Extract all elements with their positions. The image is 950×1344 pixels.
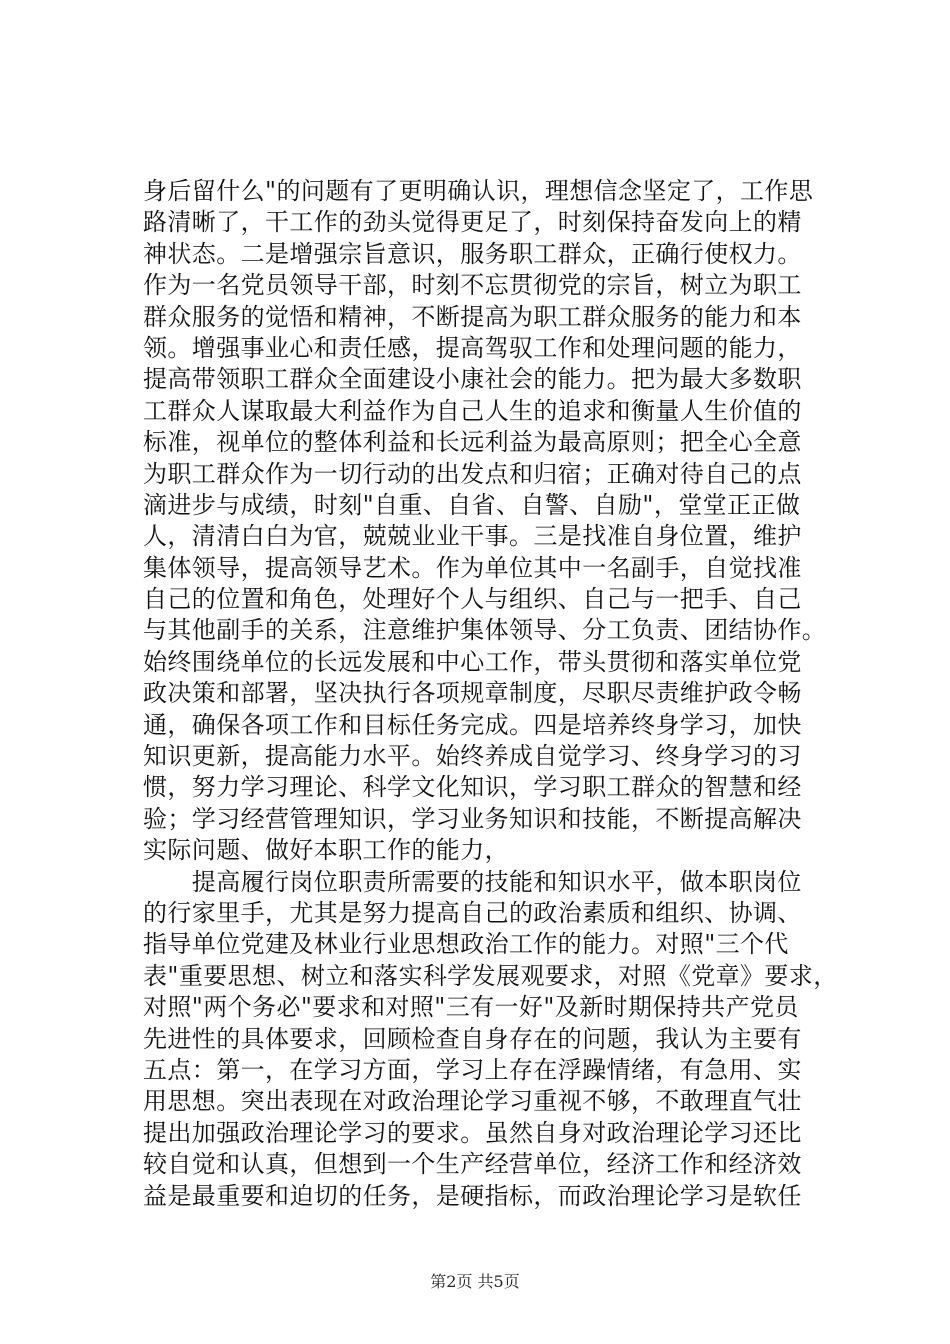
text-line: 指导单位党建及林业行业思想政治工作的能力。对照"三个代 <box>143 930 789 959</box>
text-line: 提高带领职工群众全面建设小康社会的能力。把为最大多数职 <box>143 365 802 394</box>
body-text <box>143 176 838 1212</box>
text-line: 对照"两个务必"要求和对照"三有一好"及新时期保持共产党员 <box>143 993 799 1022</box>
text-line: 标准，视单位的整体利益和长远利益为最高原则；把全心全意 <box>143 428 802 457</box>
text-line: 实际问题、做好本职工作的能力， <box>143 836 509 865</box>
text-line: 验；学习经营管理知识，学习业务知识和技能，不断提高解决 <box>143 804 802 833</box>
page-footer: 第2页 共5页 <box>430 1272 520 1291</box>
text-line: 通，确保各项工作和目标任务完成。四是培养终身学习，加快 <box>143 710 802 739</box>
text-line: 政决策和部署，坚决执行各项规章制度，尽职尽责维护政令畅 <box>143 679 802 708</box>
paragraph-start-line: 提高履行岗位职责所需要的技能和知识水平，做本职岗位 <box>143 867 802 896</box>
text-line: 滴进步与成绩，时刻"自重、自省、自警、自励"，堂堂正正做 <box>143 490 801 519</box>
text-line: 路清晰了，干工作的劲头觉得更足了，时刻保持奋发向上的精 <box>143 208 802 237</box>
text-line: 群众服务的觉悟和精神，不断提高为职工群众服务的能力和本 <box>143 302 802 331</box>
text-line: 益是最重要和迫切的任务，是硬指标，而政治理论学习是软任 <box>143 1181 802 1210</box>
text-line: 用思想。突出表现在对政治理论学习重视不够，不敢理直气壮 <box>143 1087 802 1116</box>
text-line: 惯，努力学习理论、科学文化知识，学习职工群众的智慧和经 <box>143 773 802 802</box>
text-line: 表"重要思想、树立和落实科学发展观要求，对照《党章》要求， <box>143 961 838 990</box>
text-line: 身后留什么"的问题有了更明确认识，理想信念坚定了，工作思 <box>143 177 814 205</box>
text-line: 为职工群众作为一切行动的出发点和归宿；正确对待自己的点 <box>143 459 802 488</box>
text-line: 提出加强政治理论学习的要求。虽然自身对政治理论学习还比 <box>143 1118 802 1147</box>
text-line: 集体领导，提高领导艺术。作为单位其中一名副手，自觉找准 <box>143 553 802 582</box>
text-line: 知识更新，提高能力水平。始终养成自觉学习、终身学习的习 <box>143 742 802 771</box>
text-line: 自己的位置和角色，处理好个人与组织、自己与一把手、自己 <box>143 585 802 614</box>
text-line: 始终围绕单位的长远发展和中心工作，带头贯彻和落实单位党 <box>143 647 802 676</box>
text-line: 神状态。二是增强宗旨意识，服务职工群众，正确行使权力。 <box>143 239 802 268</box>
text-line: 作为一名党员领导干部，时刻不忘贯彻党的宗旨，树立为职工 <box>143 271 802 300</box>
text-line: 与其他副手的关系，注意维护集体领导、分工负责、团结协作。 <box>143 616 827 645</box>
text-line: 较自觉和认真，但想到一个生产经营单位，经济工作和经济效 <box>143 1150 802 1179</box>
text-line: 人，清清白白为官，兢兢业业干事。三是找准自身位置，维护 <box>143 522 802 551</box>
text-line: 工群众人谋取最大利益作为自己人生的追求和衡量人生价值的 <box>143 396 802 425</box>
text-line: 的行家里手，尤其是努力提高自己的政治素质和组织、协调、 <box>143 898 802 927</box>
text-line: 五点：第一，在学习方面，学习上存在浮躁情绪，有急用、实 <box>143 1055 802 1084</box>
text-line: 领。增强事业心和责任感，提高驾驭工作和处理问题的能力， <box>143 333 802 362</box>
text-line: 先进性的具体要求，回顾检查自身存在的问题，我认为主要有 <box>143 1024 802 1053</box>
